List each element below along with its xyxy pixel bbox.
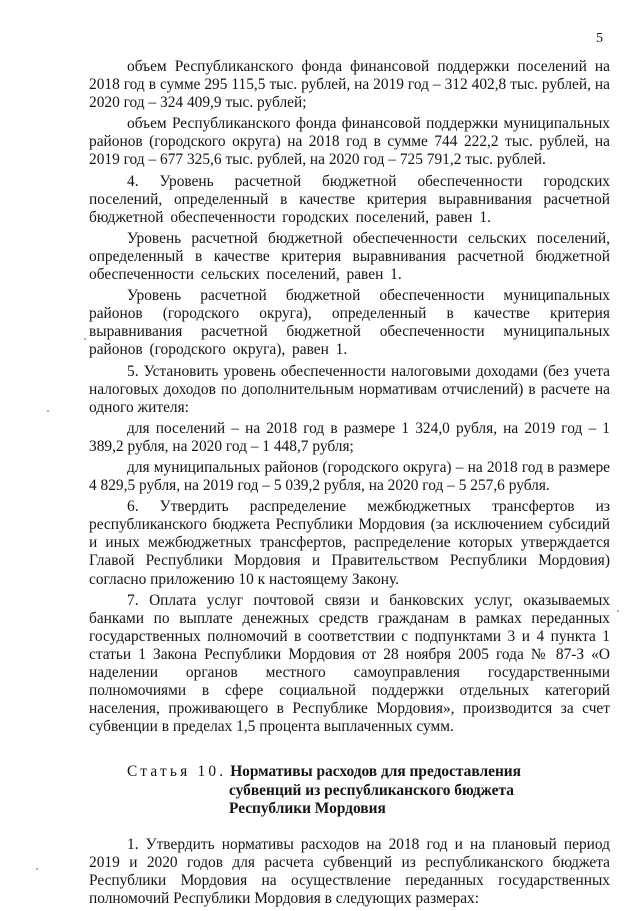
- scan-speck: [617, 610, 619, 612]
- scan-speck: [47, 410, 49, 412]
- document-body: [89, 58, 610, 911]
- paragraph-item-5: 5. Установить уровень обеспеченности налоговыми доходами (без учета налоговых доходов по дополнительным нормативам отчислений) в расчете на одного жителя:: [89, 362, 610, 416]
- paragraph-fund-districts: объем Республиканского фонда финансовой поддержки муниципальных районов (городского округа) на 2018 год в сумме 744 222,2 тыс. рублей, на 2019 год – 677 325,6 тыс. рублей, на 2020 год – 725 791,2 тыс. рублей.: [89, 115, 610, 169]
- paragraph-rural-settlements: Уровень расчетной бюджетной обеспеченности сельских поселений, определенный в качестве критерия выравнивания расчетной бюджетной обеспеченности сельских поселений, равен 1.: [89, 229, 610, 284]
- paragraph-municipal-districts: Уровень расчетной бюджетной обеспеченности муниципальных районов (городского округа), определенный в качестве критерия выравнивания расчетной бюджетной обеспеченности муниципальных районов (городского округа), равен 1.: [89, 287, 610, 359]
- article-title-line-1: Нормативы расходов для предоставления: [230, 763, 521, 781]
- article-heading: [127, 763, 610, 818]
- article-title-line-2: субвенций из республиканского бюджета: [229, 781, 514, 799]
- paragraph-fund-settlements: объем Республиканского фонда финансовой поддержки поселений на 2018 год в сумме 295 115,5 тыс. рублей, на 2019 год – 312 402,8 тыс. рублей, на 2020 год – 324 409,9 тыс. рублей;: [89, 58, 610, 112]
- paragraph-settlements-level: для поселений – на 2018 год в размере 1 324,0 рубля, на 2019 год – 1 389,2 рубля, на 2020 год – 1 448,7 рубля;: [89, 419, 610, 455]
- paragraph-item-4: 4. Уровень расчетной бюджетной обеспеченности городских поселений, определенный в качестве критерия выравнивания расчетной бюджетной обеспеченности городских поселений, равен 1.: [89, 172, 610, 226]
- scan-speck: [84, 338, 86, 340]
- article-title-line-3: Республики Мордовия: [229, 800, 386, 818]
- paragraph-article-10-item-1: 1. Утвердить нормативы расходов на 2018 год и на плановый период 2019 и 2020 годов для расчета субвенций из республиканского бюджета Республики Мордовия на осуществление переданных государственных полномочий Республики Мордовия в следующих размерах:: [89, 835, 610, 907]
- paragraph-item-6: 6. Утвердить распределение межбюджетных трансфертов из республиканского бюджета Республики Мордовия (за исключением субсидий и иных межбюджетных трансфертов, распределение которых утверждается Главой Республики Мордовия и Правительством Республики Мордовия) согласно приложению 10 к настоящему Закону.: [89, 498, 610, 588]
- paragraph-districts-level: для муниципальных районов (городского округа) – на 2018 год в размере 4 829,5 рубля, на 2019 год – 5 039,2 рубля, на 2020 год – 5 257,6 рубля.: [89, 458, 610, 495]
- paragraph-item-7: 7. Оплата услуг почтовой связи и банковских услуг, оказываемых банками по выплате денежных средств гражданам в рамках переданных государственных полномочий в соответствии с подпунктами 3 и 4 пункта 1 статьи 1 Закона Республики Мордовия от 28 ноября 2005 года № 87-З «О наделении органов местного самоуправления государственными полномочиями в сфере социальной поддержки отдельных категорий населения, проживающего в Республике Мордовия», производится за счет субвенции в пределах 1,5 процента выплаченных сумм.: [89, 591, 610, 736]
- page-number: 5: [596, 31, 603, 46]
- scan-speck: [36, 868, 38, 870]
- article-label: Статья 10.: [127, 763, 227, 781]
